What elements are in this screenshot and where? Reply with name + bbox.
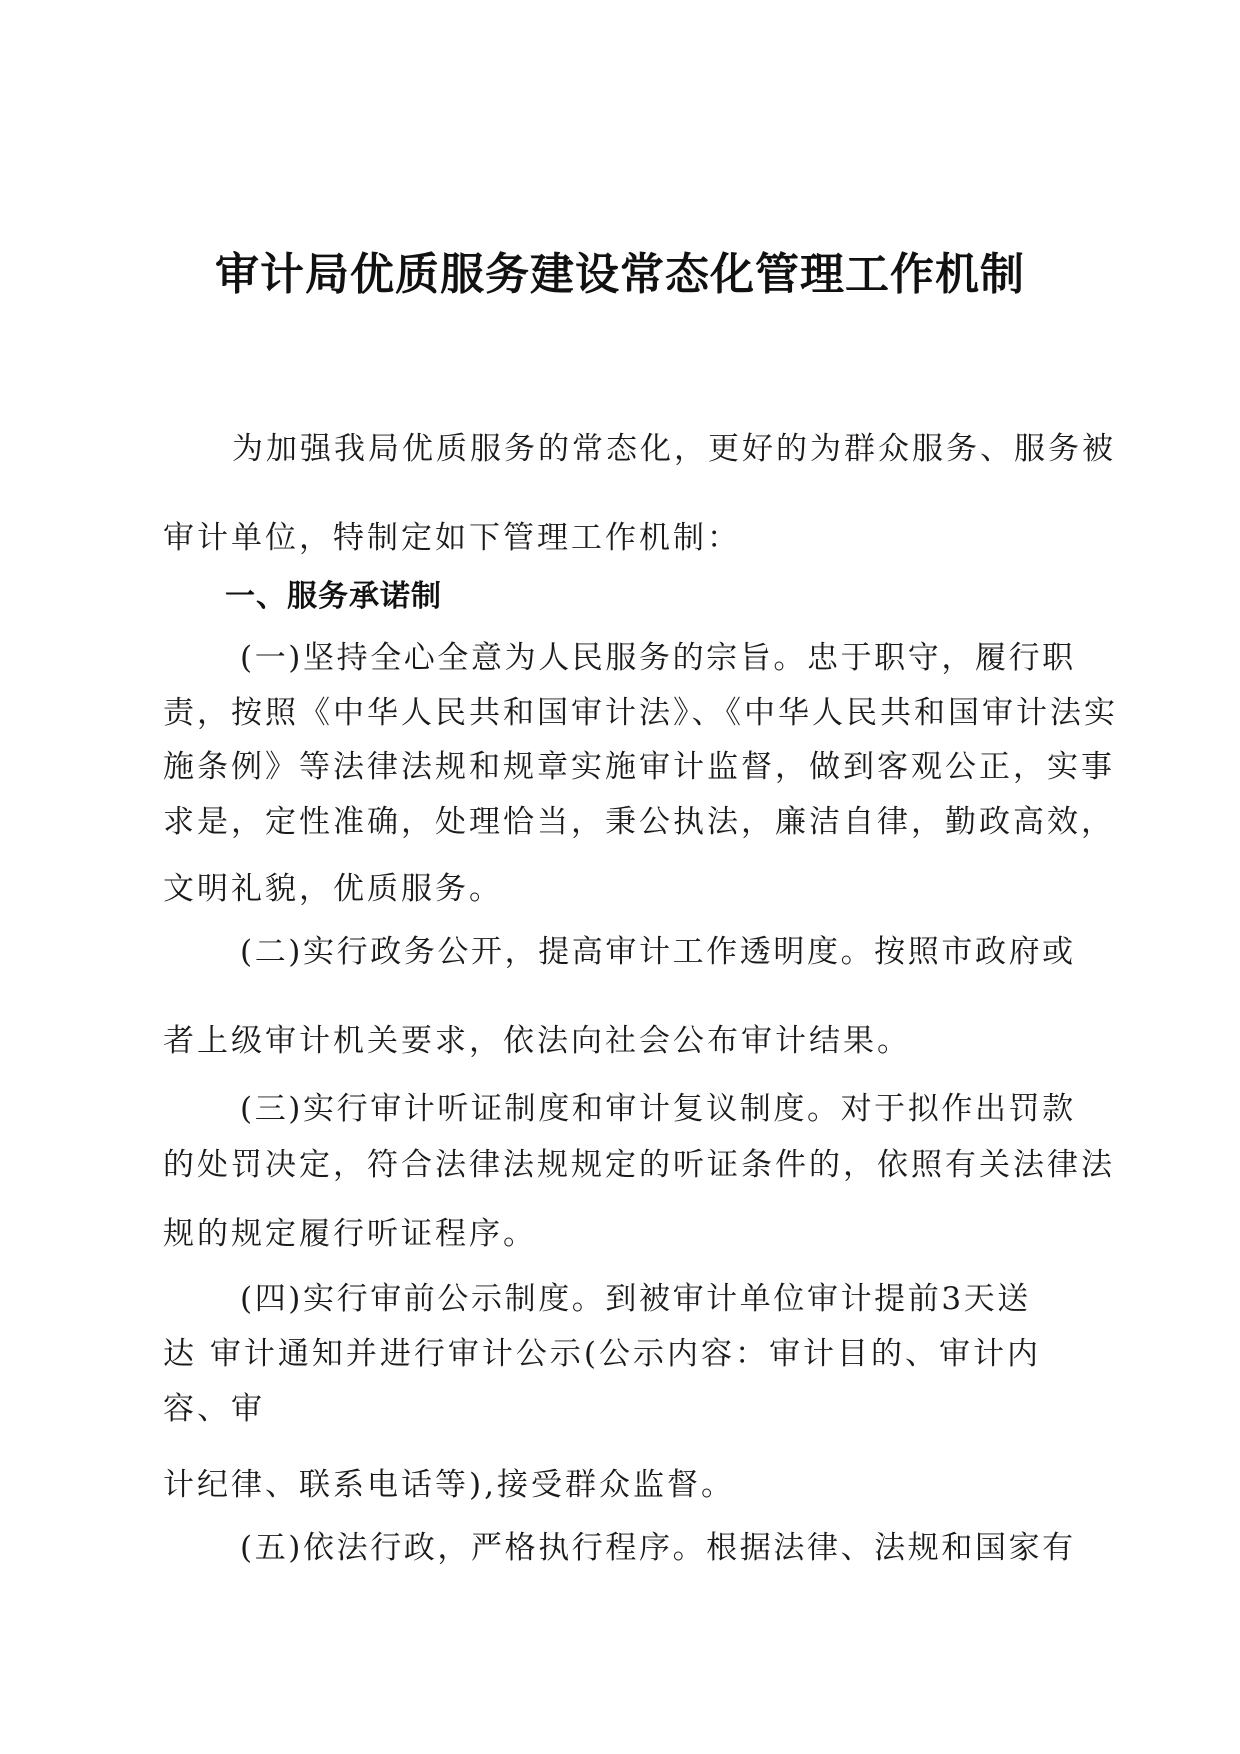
document-title: 审计局优质服务建设常态化管理工作机制 — [215, 249, 1025, 300]
paragraph-line: 的处罚决定，符合法律法规规定的听证条件的，依照有关法律法 — [163, 1147, 1115, 1183]
paragraph-line: (五)依法行政，严格执行程序。根据法律、法规和国家有 — [240, 1530, 1076, 1566]
paragraph-line: (四)实行审前公示制度。到被审计单位审计提前3天送 — [240, 1281, 1031, 1317]
paragraph-line: (二)实行政务公开，提高审计工作透明度。按照市政府或 — [240, 934, 1076, 970]
paragraph-line: 达 审计通知并进行审计公示(公示内容：审计目的、审计内 — [163, 1336, 1041, 1372]
paragraph-line: 为加强我局优质服务的常态化，更好的为群众服务、服务被 — [232, 431, 1116, 467]
paragraph-line: 责，按照《中华人民共和国审计法》、《中华人民共和国审计法实 — [163, 695, 1118, 731]
paragraph-line: 求是，定性准确，处理恰当，秉公执法，廉洁自律，勤政高效， — [163, 804, 1115, 840]
paragraph-line: 文明礼貌，优质服务。 — [163, 871, 503, 907]
paragraph-line: 者上级审计机关要求，依法向社会公布审计结果。 — [163, 1023, 911, 1059]
paragraph-line: 容、审 — [163, 1391, 265, 1427]
paragraph-line: (三)实行审计听证制度和审计复议制度。对于拟作出罚款 — [240, 1091, 1076, 1127]
paragraph-line: (一)坚持全心全意为人民服务的宗旨。忠于职守，履行职 — [240, 640, 1076, 676]
paragraph-line: 计纪律、联系电话等),接受群众监督。 — [163, 1467, 735, 1503]
paragraph-line: 施条例》等法律法规和规章实施审计监督，做到客观公正，实事 — [163, 749, 1115, 785]
paragraph-line: 规的规定履行听证程序。 — [163, 1216, 537, 1252]
paragraph-line: 审计单位，特制定如下管理工作机制： — [163, 520, 741, 556]
section-heading: 一、服务承诺制 — [225, 579, 442, 614]
